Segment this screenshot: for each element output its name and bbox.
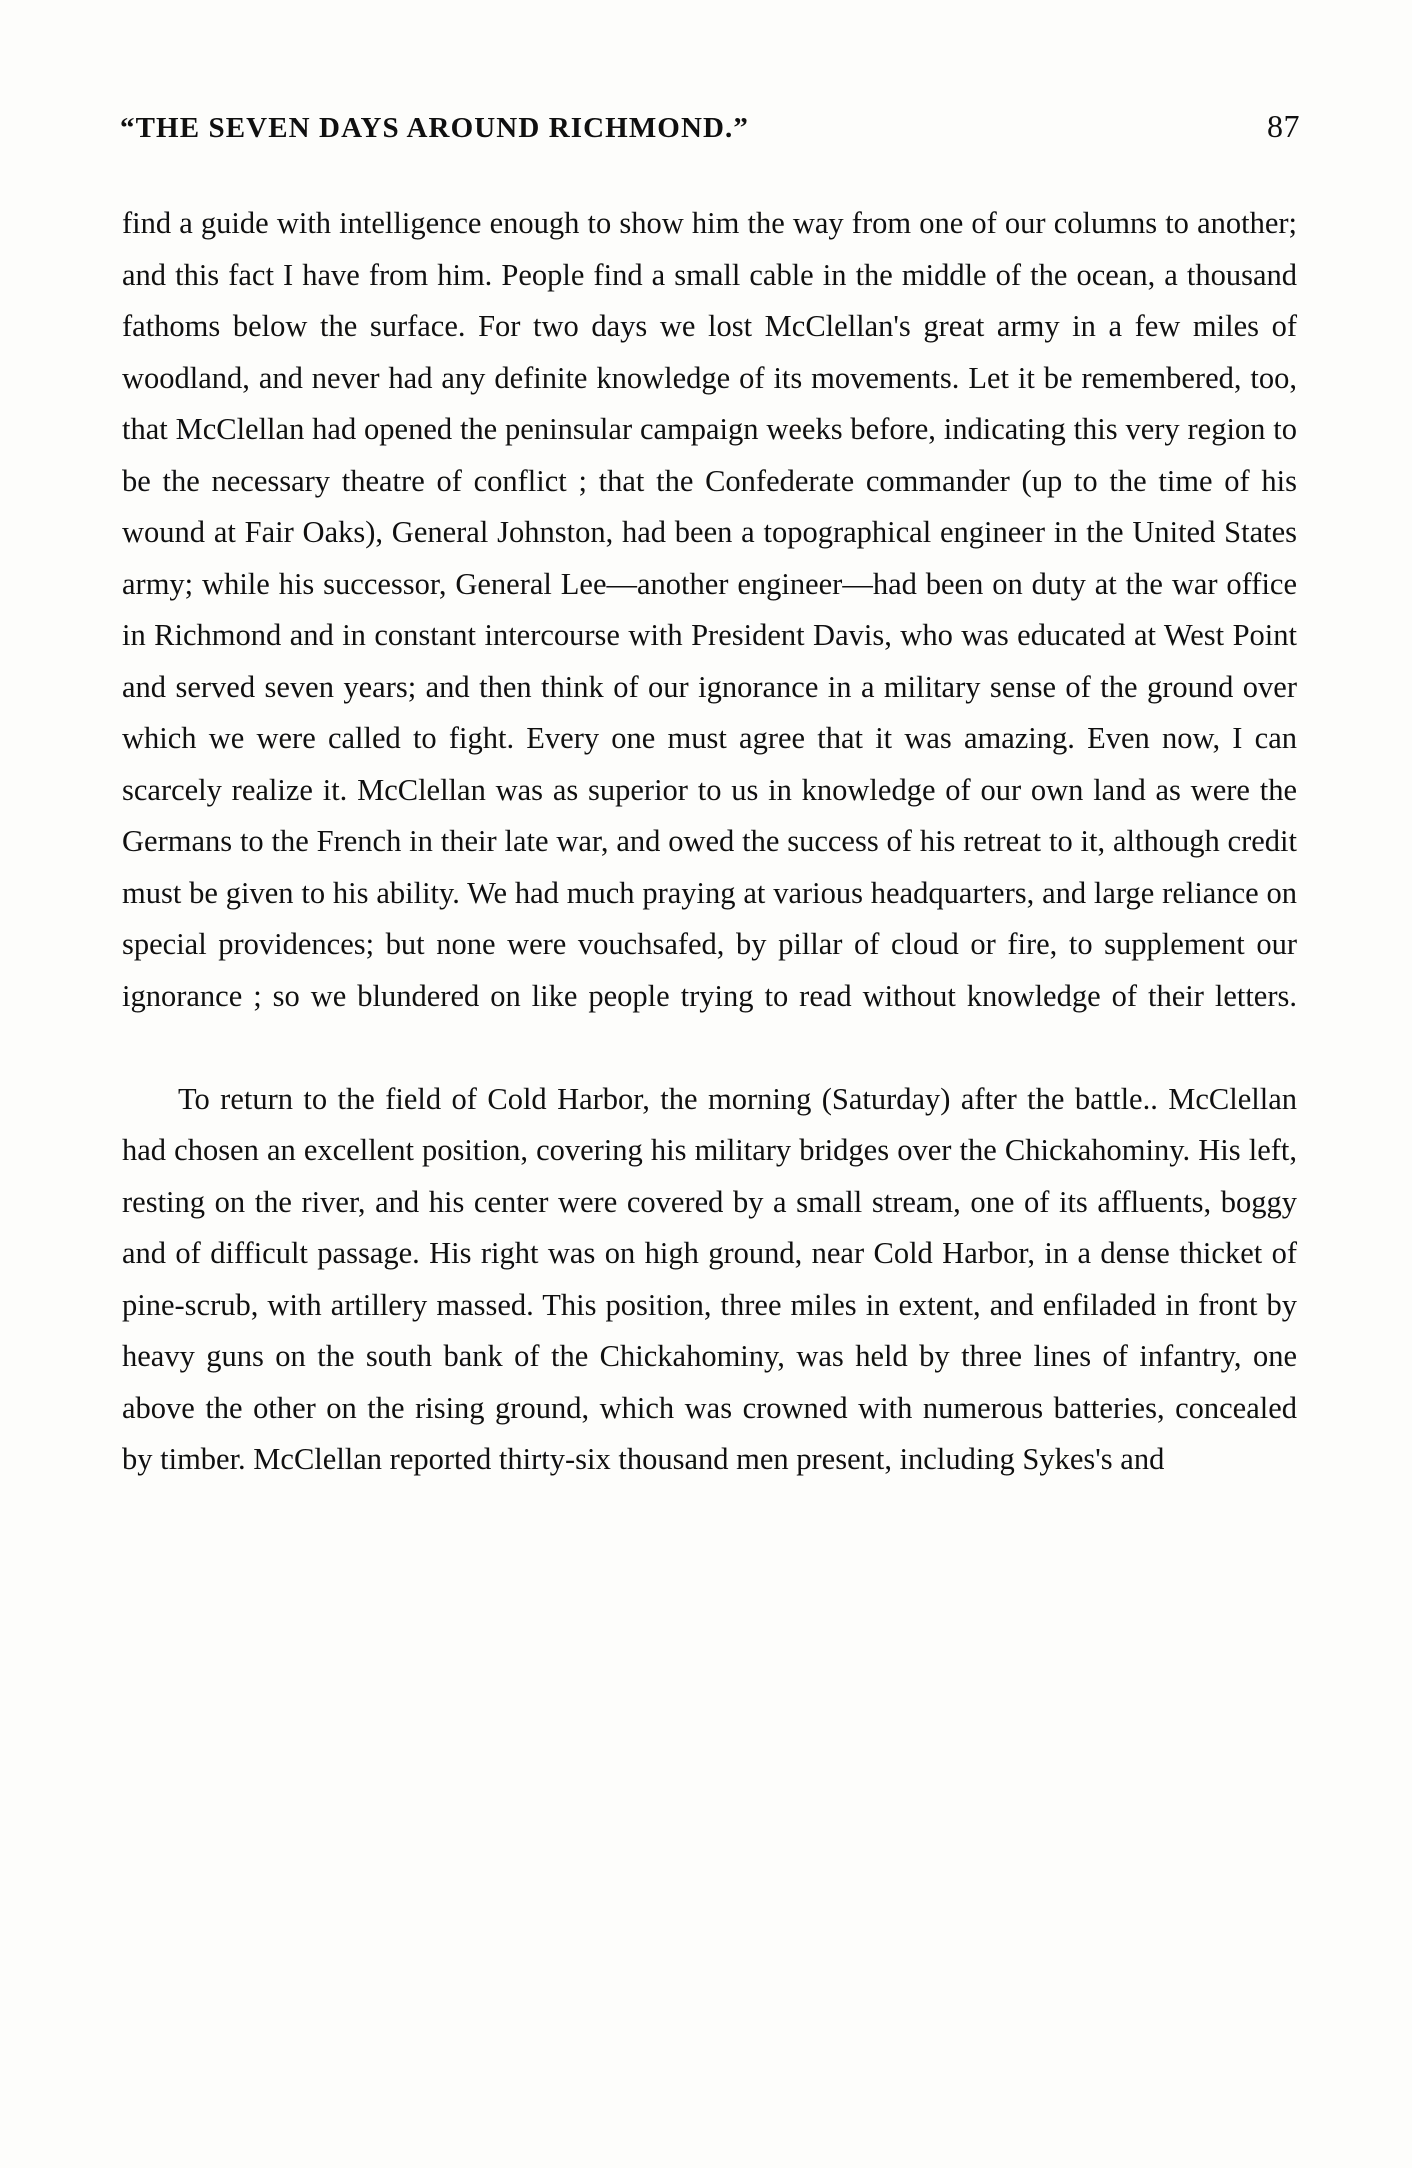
body-text — [122, 198, 1297, 1486]
running-head-title: “THE SEVEN DAYS AROUND RICHMOND.” — [120, 112, 750, 144]
page-header — [120, 108, 1300, 145]
paragraph: find a guide with intelligence enough to show him the way from one of our columns to another; and this fact I have from him. People find a small cable in the middle of the ocean, a thousand fathoms below the surface. For two days we lost McClellan's great army in a few miles of woodland, and never had any definite knowledge of its movements. Let it be remembered, too, that McClellan had opened the peninsular campaign weeks before, indicating this very region to be the necessary theatre of conflict ; that the Confederate commander (up to the time of his wound at Fair Oaks), General Johnston, had been a topographical engineer in the United States army; while his successor, General Lee—another engineer—had been on duty at the war office in Richmond and in constant intercourse with President Davis, who was educated at West Point and served seven years; and then think of our ignorance in a military sense of the ground over which we were called to fight. Every one must agree that it was amazing. Even now, I can scarcely realize it. McClellan was as superior to us in knowledge of our own land as were the Germans to the French in their late war, and owed the success of his retreat to it, although credit must be given to his ability. We had much praying at various headquarters, and large reliance on special providences; but none were vouchsafed, by pillar of cloud or fire, to supplement our ignorance ; so we blundered on like people trying to read without knowledge of their letters. — [122, 206, 1297, 1013]
page-number: 87 — [1267, 108, 1300, 144]
paragraph: To return to the field of Cold Harbor, the morning (Saturday) after the battle.. McClellan had chosen an excellent position, covering his military bridges over the Chickahominy. His left, resting on the river, and his center were covered by a small stream, one of its affluents, boggy and of difficult passage. His right was on high ground, near Cold Harbor, in a dense thicket of pine-scrub, with artillery massed. This position, three miles in extent, and enfiladed in front by heavy guns on the south bank of the Chickahominy, was held by three lines of infantry, one above the other on the rising ground, which was crowned with numerous batteries, concealed by timber. McClellan reported thirty-six thousand men present, including Sykes's and — [122, 1081, 1297, 1476]
